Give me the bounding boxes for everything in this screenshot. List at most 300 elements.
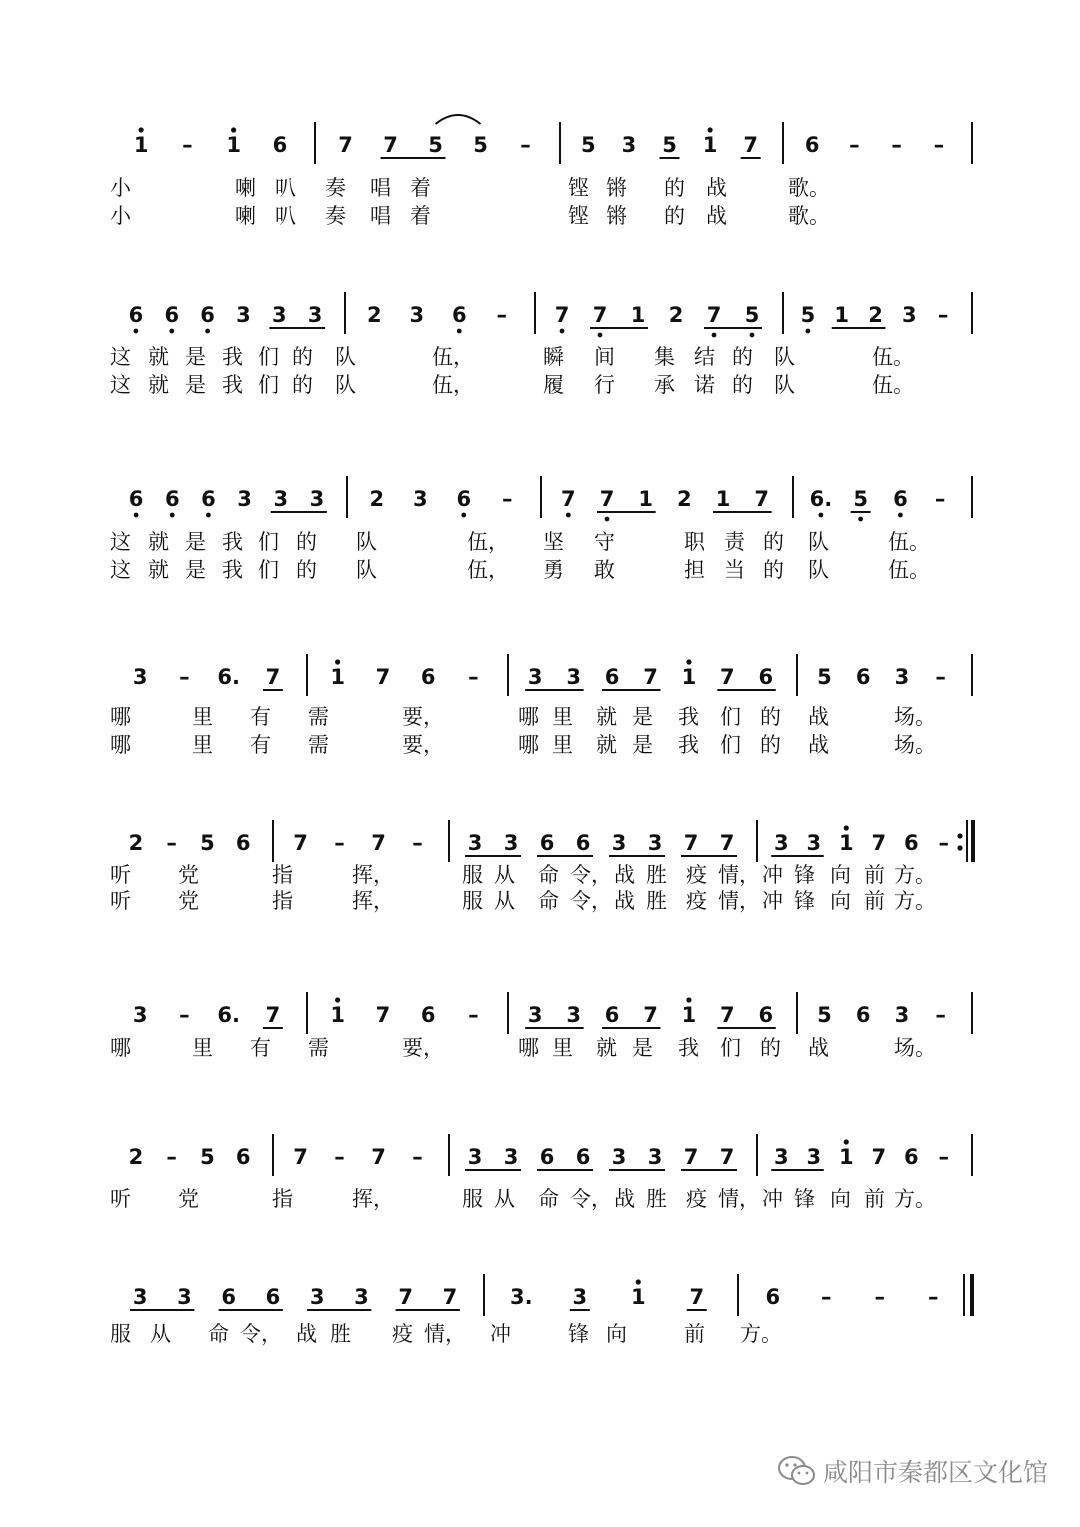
lyric-syllable: 集 bbox=[654, 345, 675, 369]
lyric-syllable: 令， bbox=[570, 863, 612, 887]
note-symbol: 1 bbox=[330, 1003, 345, 1027]
lyric-syllable: 锵 bbox=[606, 204, 627, 228]
lyric-syllable: 就 bbox=[148, 530, 169, 554]
note-symbol: 3 bbox=[309, 1285, 325, 1309]
note-symbol: 5 bbox=[800, 303, 816, 327]
note-symbol: 3 bbox=[527, 665, 543, 689]
lyric-syllable: 战 bbox=[808, 733, 829, 757]
repeat-dot bbox=[957, 833, 962, 838]
high-octave-dot bbox=[335, 997, 340, 1002]
lyric-syllable: 责 bbox=[724, 530, 745, 554]
lyric-syllable: 就 bbox=[148, 558, 169, 582]
lyric-syllable: 铿 bbox=[568, 204, 589, 228]
lyric-syllable: 情， bbox=[718, 889, 760, 913]
lyric-syllable: 前 bbox=[864, 889, 885, 913]
low-octave-dot bbox=[461, 513, 466, 518]
lyric-syllable: 队 bbox=[774, 345, 795, 369]
lyric-syllable: 战 bbox=[706, 176, 727, 200]
lyric-syllable: 这 bbox=[110, 345, 131, 369]
lyric-syllable: 服 bbox=[462, 889, 483, 913]
lyric-syllable: 从 bbox=[494, 1187, 515, 1211]
lyric-syllable: 是 bbox=[632, 705, 653, 729]
low-octave-dot bbox=[598, 333, 603, 338]
lyric-syllable: 挥， bbox=[352, 889, 394, 913]
tie-arc bbox=[436, 115, 481, 124]
note-symbol: – bbox=[937, 303, 949, 327]
lyric-syllable: 锵 bbox=[606, 176, 627, 200]
lyric-syllable: 胜 bbox=[646, 863, 667, 887]
lyric-syllable: 小 bbox=[110, 204, 131, 228]
repeat-dot bbox=[957, 845, 962, 850]
lyric-syllable: 我 bbox=[222, 530, 243, 554]
lyric-syllable: 当 bbox=[724, 558, 745, 582]
lyric-syllable: 的 bbox=[732, 373, 753, 397]
note-symbol: 2 bbox=[369, 487, 385, 511]
note-symbol: 3 bbox=[467, 831, 483, 855]
note-symbol: 5 bbox=[200, 831, 215, 855]
note-symbol: 7 bbox=[265, 1003, 281, 1027]
note-symbol: 6 bbox=[804, 133, 820, 157]
lyric-syllable: 们 bbox=[258, 345, 279, 369]
lyric-syllable: 叭 bbox=[275, 204, 296, 228]
note-symbol: 3 bbox=[354, 1285, 369, 1309]
lyric-syllable: 队 bbox=[356, 530, 377, 554]
lyric-syllable: 的 bbox=[763, 530, 784, 554]
note-symbol: 3 bbox=[806, 831, 822, 855]
lyric-syllable: 情， bbox=[424, 1322, 466, 1346]
note-symbol: 2 bbox=[128, 1145, 144, 1169]
lyric-syllable: 冲 bbox=[490, 1322, 511, 1346]
lyric-syllable: 场。 bbox=[894, 705, 936, 729]
lyric-syllable: 情， bbox=[718, 1187, 760, 1211]
lyric-syllable: 间 bbox=[594, 345, 615, 369]
note-symbol: – bbox=[166, 1145, 177, 1169]
lyric-syllable: 我 bbox=[678, 1036, 699, 1060]
lyric-syllable: 战 bbox=[614, 1187, 635, 1211]
note-symbol: 7 bbox=[689, 1285, 705, 1309]
note-symbol: 5 bbox=[817, 665, 832, 689]
lyric-syllable: 唱 bbox=[370, 204, 391, 228]
lyric-syllable: 前 bbox=[684, 1322, 705, 1346]
lyric-syllable: 指 bbox=[272, 863, 293, 887]
note-symbol: 6 bbox=[575, 831, 591, 855]
lyric-syllable: 锋 bbox=[568, 1322, 589, 1346]
note-symbol: – bbox=[468, 665, 479, 689]
lyric-syllable: 伍。 bbox=[888, 558, 930, 582]
lyric-syllable: 的 bbox=[292, 345, 313, 369]
note-symbol: 6 bbox=[539, 831, 555, 855]
lyric-syllable: 行 bbox=[594, 373, 615, 397]
note-symbol: 5 bbox=[428, 133, 443, 157]
lyric-syllable: 听 bbox=[110, 863, 131, 887]
lyric-syllable: 就 bbox=[596, 705, 617, 729]
low-octave-dot bbox=[818, 513, 823, 518]
note-symbol: – bbox=[935, 1003, 946, 1027]
lyric-syllable: 锋 bbox=[794, 889, 815, 913]
note-symbol: 3 bbox=[611, 831, 627, 855]
note-symbol: 7 bbox=[371, 831, 386, 855]
lyric-syllable: 伍。 bbox=[872, 373, 914, 397]
note-symbol: 3 bbox=[132, 1285, 148, 1309]
note-symbol: 1 bbox=[638, 487, 653, 511]
note-symbol: 3 bbox=[566, 665, 581, 689]
note-symbol: 1 bbox=[834, 303, 850, 327]
lyric-syllable: 伍， bbox=[467, 530, 509, 554]
lyric-syllable: 命 bbox=[538, 863, 559, 887]
note-symbol: 6 bbox=[235, 831, 251, 855]
note-symbol: 7 bbox=[754, 487, 769, 511]
note-symbol: 2 bbox=[128, 831, 144, 855]
note-symbol: 7 bbox=[719, 1145, 735, 1169]
note-symbol: 7 bbox=[683, 831, 699, 855]
lyric-syllable: 守 bbox=[594, 530, 615, 554]
lyric-syllable: 这 bbox=[110, 530, 131, 554]
lyric-syllable: 要， bbox=[402, 1036, 444, 1060]
lyric-syllable: 有 bbox=[250, 705, 271, 729]
note-symbol: – bbox=[182, 133, 193, 157]
lyric-syllable: 要， bbox=[402, 733, 444, 757]
watermark-text: 咸阳市秦都区文化馆 bbox=[822, 1458, 1048, 1487]
note-symbol: 3 bbox=[647, 831, 663, 855]
note-symbol: 1 bbox=[630, 303, 646, 327]
note-symbol: – bbox=[166, 831, 177, 855]
lyric-syllable: 的 bbox=[760, 733, 781, 757]
lyric-syllable: 从 bbox=[494, 889, 515, 913]
note-symbol: 7 bbox=[683, 1145, 699, 1169]
lyric-syllable: 们 bbox=[720, 705, 741, 729]
lyric-syllable: 向 bbox=[830, 1187, 851, 1211]
lyric-syllable: 战 bbox=[614, 863, 635, 887]
lyric-syllable: 喇 bbox=[235, 204, 256, 228]
low-octave-dot bbox=[750, 333, 755, 338]
note-symbol: 7 bbox=[375, 1003, 391, 1027]
note-symbol: 7 bbox=[265, 665, 281, 689]
note-symbol: 6 bbox=[420, 665, 436, 689]
note-symbol: 3 bbox=[237, 487, 252, 511]
watermark bbox=[777, 1453, 1048, 1489]
note-symbol: 2 bbox=[677, 487, 692, 511]
note-symbol: 7 bbox=[293, 831, 308, 855]
note-symbol: 7 bbox=[720, 1003, 735, 1027]
lyric-syllable: 胜 bbox=[646, 1187, 667, 1211]
lyric-syllable: 方。 bbox=[894, 863, 936, 887]
note-symbol: 3 bbox=[647, 1145, 663, 1169]
note-symbol: 2 bbox=[668, 303, 684, 327]
note-symbol: 7 bbox=[599, 487, 615, 511]
lyric-syllable: 职 bbox=[684, 530, 705, 554]
note-symbol: 5 bbox=[817, 1003, 832, 1027]
note-symbol: 6 bbox=[893, 487, 908, 511]
lyric-syllable: 队 bbox=[808, 558, 829, 582]
note-symbol: 6. bbox=[217, 1003, 240, 1027]
lyric-syllable: 从 bbox=[150, 1322, 171, 1346]
note-symbol: 3 bbox=[309, 487, 325, 511]
low-octave-dot bbox=[858, 517, 863, 522]
lyric-syllable: 锋 bbox=[794, 863, 815, 887]
note-symbol: – bbox=[334, 831, 345, 855]
note-symbol: 3 bbox=[566, 1003, 581, 1027]
low-octave-dot bbox=[566, 513, 571, 518]
note-symbol: 2 bbox=[366, 303, 382, 327]
high-octave-dot bbox=[686, 659, 691, 664]
note-symbol: 6 bbox=[265, 1285, 281, 1309]
note-symbol: – bbox=[933, 133, 945, 157]
low-octave-dot bbox=[205, 329, 210, 334]
lyric-syllable: 队 bbox=[774, 373, 795, 397]
lyric-syllable: 伍， bbox=[432, 345, 474, 369]
lyric-syllable: 结 bbox=[694, 345, 715, 369]
note-symbol: 3 bbox=[271, 303, 287, 327]
lyric-syllable: 们 bbox=[258, 373, 279, 397]
note-symbol: 3 bbox=[273, 487, 289, 511]
lyric-syllable: 铿 bbox=[568, 176, 589, 200]
note-symbol: 5 bbox=[580, 133, 596, 157]
note-symbol: 6 bbox=[903, 1145, 919, 1169]
lyric-syllable: 战 bbox=[706, 204, 727, 228]
note-symbol: 3 bbox=[412, 487, 428, 511]
high-octave-dot bbox=[636, 1279, 641, 1284]
note-symbol: 6 bbox=[758, 1003, 774, 1027]
note-symbol: 6 bbox=[128, 303, 144, 327]
low-octave-dot bbox=[134, 513, 139, 518]
lyric-syllable: 党 bbox=[178, 1187, 199, 1211]
note-symbol: – bbox=[891, 133, 902, 157]
note-symbol: 6 bbox=[575, 1145, 591, 1169]
lyric-syllable: 这 bbox=[110, 558, 131, 582]
lyric-syllable: 哪 bbox=[110, 733, 131, 757]
note-symbol: 7 bbox=[719, 831, 735, 855]
lyric-syllable: 场。 bbox=[894, 1036, 936, 1060]
high-octave-dot bbox=[844, 1139, 849, 1144]
low-octave-dot bbox=[169, 329, 174, 334]
note-symbol: 5 bbox=[744, 303, 760, 327]
note-symbol: 3 bbox=[773, 831, 789, 855]
note-symbol: 6. bbox=[809, 487, 833, 511]
lyric-syllable: 疫 bbox=[686, 889, 707, 913]
lyric-syllable: 们 bbox=[720, 733, 741, 757]
lyric-syllable: 着 bbox=[410, 176, 431, 200]
lyric-syllable: 疫 bbox=[686, 863, 707, 887]
lyric-syllable: 队 bbox=[808, 530, 829, 554]
note-symbol: 1 bbox=[330, 665, 345, 689]
note-symbol: 7 bbox=[871, 831, 887, 855]
lyric-syllable: 们 bbox=[258, 530, 279, 554]
lyric-syllable: 的 bbox=[664, 204, 685, 228]
note-symbol: 6 bbox=[201, 487, 216, 511]
note-symbol: – bbox=[934, 487, 946, 511]
low-octave-dot bbox=[560, 329, 565, 334]
lyric-syllable: 冲 bbox=[762, 889, 783, 913]
lyric-syllable: 战 bbox=[808, 705, 829, 729]
lyric-syllable: 敢 bbox=[594, 558, 615, 582]
lyric-syllable: 喇 bbox=[235, 176, 256, 200]
note-symbol: 3 bbox=[901, 303, 917, 327]
lyric-syllable: 我 bbox=[678, 733, 699, 757]
lyric-syllable: 瞬 bbox=[543, 345, 564, 369]
note-symbol: 7 bbox=[706, 303, 722, 327]
lyric-syllable: 战 bbox=[614, 889, 635, 913]
note-symbol: 6 bbox=[164, 487, 180, 511]
lyric-syllable: 里 bbox=[192, 705, 213, 729]
lyric-syllable: 指 bbox=[272, 889, 293, 913]
lyric-syllable: 承 bbox=[654, 373, 675, 397]
lyric-syllable: 队 bbox=[335, 373, 356, 397]
note-symbol: 1 bbox=[838, 831, 854, 855]
lyric-syllable: 挥， bbox=[352, 863, 394, 887]
note-symbol: 3 bbox=[527, 1003, 543, 1027]
note-symbol: 3 bbox=[132, 665, 148, 689]
note-symbol: – bbox=[935, 665, 946, 689]
note-symbol: 6 bbox=[903, 831, 919, 855]
lyric-syllable: 方。 bbox=[894, 1187, 936, 1211]
note-symbol: 6 bbox=[128, 487, 144, 511]
low-octave-dot bbox=[134, 329, 139, 334]
low-octave-dot bbox=[605, 517, 610, 522]
lyric-syllable: 的 bbox=[763, 558, 784, 582]
lyric-syllable: 胜 bbox=[646, 889, 667, 913]
note-symbol: – bbox=[179, 665, 190, 689]
lyric-syllable: 哪 bbox=[110, 1036, 131, 1060]
lyric-syllable: 哪 bbox=[518, 733, 539, 757]
note-symbol: 6 bbox=[855, 1003, 871, 1027]
lyric-syllable: 有 bbox=[250, 1036, 271, 1060]
note-symbol: 3 bbox=[621, 133, 637, 157]
lyric-syllable: 服 bbox=[462, 1187, 483, 1211]
note-symbol: 3 bbox=[773, 1145, 789, 1169]
lyric-syllable: 需 bbox=[308, 705, 329, 729]
lyric-syllable: 有 bbox=[250, 733, 271, 757]
lyric-syllable: 里 bbox=[192, 733, 213, 757]
wechat-icon bbox=[777, 1455, 817, 1487]
note-symbol: 6 bbox=[456, 487, 472, 511]
lyric-syllable: 需 bbox=[308, 733, 329, 757]
note-symbol: 7 bbox=[871, 1145, 887, 1169]
note-symbol: 1 bbox=[702, 133, 718, 157]
lyric-syllable: 疫 bbox=[392, 1322, 413, 1346]
lyric-syllable: 向 bbox=[830, 889, 851, 913]
lyric-syllable: 党 bbox=[178, 889, 199, 913]
lyric-syllable: 伍， bbox=[467, 558, 509, 582]
lyric-syllable: 冲 bbox=[762, 1187, 783, 1211]
lyric-syllable: 令， bbox=[570, 1187, 612, 1211]
note-symbol: 6. bbox=[217, 665, 240, 689]
note-symbol: 6 bbox=[604, 1003, 620, 1027]
note-symbol: 7 bbox=[643, 1003, 658, 1027]
note-symbol: 6 bbox=[420, 1003, 436, 1027]
note-symbol: 6 bbox=[221, 1285, 236, 1309]
low-octave-dot bbox=[170, 513, 175, 518]
lyric-syllable: 挥， bbox=[352, 1187, 394, 1211]
low-octave-dot bbox=[457, 329, 462, 334]
lyric-syllable: 是 bbox=[185, 373, 206, 397]
note-symbol: 7 bbox=[643, 665, 658, 689]
lyric-syllable: 的 bbox=[732, 345, 753, 369]
lyric-syllable: 战 bbox=[296, 1322, 317, 1346]
lyric-syllable: 听 bbox=[110, 1187, 131, 1211]
note-symbol: – bbox=[334, 1145, 345, 1169]
lyric-syllable: 叭 bbox=[275, 176, 296, 200]
lyric-syllable: 歌。 bbox=[788, 204, 830, 228]
note-symbol: – bbox=[179, 1003, 190, 1027]
lyric-syllable: 伍。 bbox=[872, 345, 914, 369]
lyric-syllable: 的 bbox=[760, 1036, 781, 1060]
lyric-syllable: 向 bbox=[606, 1322, 627, 1346]
lyric-syllable: 向 bbox=[830, 863, 851, 887]
lyric-syllable: 情， bbox=[718, 863, 760, 887]
note-symbol: 7 bbox=[371, 1145, 386, 1169]
lyric-syllable: 里 bbox=[192, 1036, 213, 1060]
lyric-syllable: 指 bbox=[272, 1187, 293, 1211]
lyric-syllable: 伍， bbox=[432, 373, 474, 397]
lyric-syllable: 哪 bbox=[110, 705, 131, 729]
lyric-syllable: 前 bbox=[864, 863, 885, 887]
note-symbol: 5 bbox=[200, 1145, 215, 1169]
lyric-syllable: 里 bbox=[552, 733, 573, 757]
lyric-syllable: 的 bbox=[760, 705, 781, 729]
lyric-syllable: 的 bbox=[296, 530, 317, 554]
note-symbol: 3 bbox=[236, 303, 251, 327]
note-symbol: 1 bbox=[630, 1285, 646, 1309]
note-symbol: 1 bbox=[681, 1003, 697, 1027]
lyric-syllable: 就 bbox=[596, 1036, 617, 1060]
note-symbol: 7 bbox=[383, 133, 398, 157]
lyric-syllable: 的 bbox=[296, 558, 317, 582]
lyric-syllable: 队 bbox=[356, 558, 377, 582]
note-symbol: 7 bbox=[398, 1285, 413, 1309]
low-octave-dot bbox=[712, 333, 717, 338]
low-octave-dot bbox=[206, 513, 211, 518]
lyric-syllable: 服 bbox=[462, 863, 483, 887]
note-symbol: 3 bbox=[894, 1003, 910, 1027]
note-symbol: 3 bbox=[177, 1285, 192, 1309]
note-symbol: 1 bbox=[838, 1145, 854, 1169]
note-symbol: 6 bbox=[200, 303, 215, 327]
note-symbol: 6 bbox=[272, 133, 288, 157]
note-symbol: 6 bbox=[604, 665, 620, 689]
note-symbol: 3 bbox=[572, 1285, 588, 1309]
note-symbol: 7 bbox=[375, 665, 391, 689]
lyric-syllable: 歌。 bbox=[788, 176, 830, 200]
note-symbol: – bbox=[412, 831, 423, 855]
note-symbol: – bbox=[496, 303, 507, 327]
lyric-syllable: 党 bbox=[178, 863, 199, 887]
lyric-syllable: 是 bbox=[185, 345, 206, 369]
lyric-syllable: 伍。 bbox=[888, 530, 930, 554]
lyric-syllable: 哪 bbox=[518, 1036, 539, 1060]
lyric-syllable: 履 bbox=[543, 373, 564, 397]
note-symbol: – bbox=[412, 1145, 423, 1169]
note-symbol: – bbox=[520, 133, 531, 157]
lyric-syllable: 是 bbox=[185, 558, 206, 582]
lyric-syllable: 里 bbox=[552, 1036, 573, 1060]
note-symbol: 3 bbox=[307, 303, 323, 327]
lyric-syllable: 冲 bbox=[762, 863, 783, 887]
note-symbol: 1 bbox=[133, 133, 149, 157]
note-symbol: 3 bbox=[806, 1145, 822, 1169]
high-octave-dot bbox=[844, 825, 849, 830]
note-symbol: 6 bbox=[451, 303, 467, 327]
note-symbol: 1 bbox=[681, 665, 697, 689]
lyric-syllable: 我 bbox=[222, 373, 243, 397]
high-octave-dot bbox=[708, 127, 713, 132]
note-symbol: 6 bbox=[855, 665, 871, 689]
note-symbol: 6 bbox=[164, 303, 180, 327]
lyric-syllable: 就 bbox=[148, 345, 169, 369]
note-symbol: 3 bbox=[611, 1145, 627, 1169]
lyric-syllable: 命 bbox=[208, 1322, 229, 1346]
high-octave-dot bbox=[139, 127, 144, 132]
low-octave-dot bbox=[898, 513, 903, 518]
